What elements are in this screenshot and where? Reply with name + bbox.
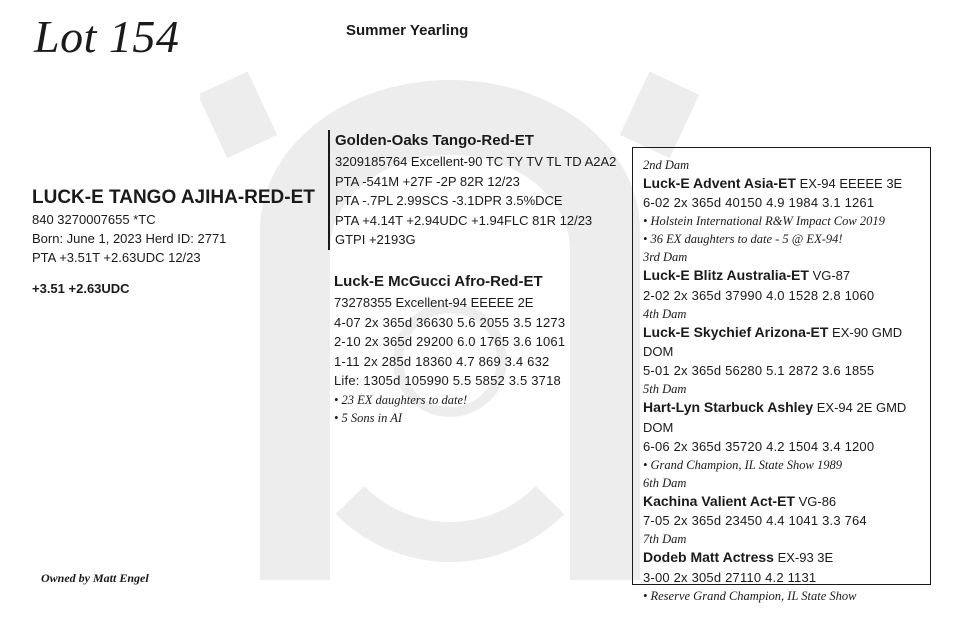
generation-label: 2nd Dam <box>643 158 690 172</box>
generation-label: 4th Dam <box>643 306 687 321</box>
dam-record: 4-07 2x 365d 36630 5.6 2055 3.5 1273 <box>334 314 566 330</box>
pedigree-dam-name: Luck-E Blitz Australia-ET <box>643 267 809 284</box>
pedigree-record: 3-00 2x 305d 27110 4.2 1131 <box>643 569 817 585</box>
sire-section <box>328 130 616 250</box>
pedigree-dam <box>643 548 930 567</box>
animal-registration: 840 3270007655 *TC <box>32 212 156 227</box>
dam-note: • 5 Sons in AI <box>334 410 403 425</box>
generation-label: 3rd Dam <box>643 250 688 265</box>
sire-name: Golden-Oaks Tango-Red-ET <box>335 132 534 149</box>
sale-type: Summer Yearling <box>346 22 469 39</box>
dam-name: Luck-E McGucci Afro-Red-ET <box>334 273 543 290</box>
dam-life-record: Life: 1305d 105990 5.5 5852 3.5 3718 <box>334 373 561 388</box>
pedigree-note: • 36 EX daughters to date - 5 @ EX-94! <box>643 232 843 247</box>
pedigree-dam-score: EX-94 2E GMD DOM <box>643 400 907 435</box>
pedigree-record: 6-06 2x 365d 35720 4.2 1504 3.4 1200 <box>643 438 875 454</box>
animal-pta: PTA +3.51T +2.63UDC 12/23 <box>32 250 201 265</box>
pedigree-record: 6-02 2x 365d 40150 4.9 1984 3.1 1261 <box>643 195 875 211</box>
owner-label: Owned by Matt Engel <box>41 571 149 585</box>
pedigree-dam-name: Dodeb Matt Actress <box>643 549 774 566</box>
pedigree-dam-score: EX-90 GMD DOM <box>643 324 903 360</box>
pedigree-record: 2-02 2x 365d 37990 4.0 1528 2.8 1060 <box>643 287 875 303</box>
pedigree-dam-score: EX-93 3E <box>773 550 834 566</box>
sire-line: PTA -.7PL 2.99SCS -3.1DPR 3.5%DCE <box>335 193 563 208</box>
generation-label: 6th Dam <box>643 476 687 491</box>
pedigree-dam <box>643 266 930 285</box>
pedigree-dam-name: Hart-Lyn Starbuck Ashley <box>643 399 814 416</box>
dam-record: 1-11 2x 285d 18360 4.7 869 3.4 632 <box>334 353 550 369</box>
animal-born-herd: Born: June 1, 2023 Herd ID: 2771 <box>32 231 227 246</box>
pedigree-dam <box>643 398 930 436</box>
pedigree-record: 7-05 2x 365d 23450 4.4 1041 3.3 764 <box>643 513 867 529</box>
pedigree-dam <box>643 174 930 193</box>
pedigree-record: 5-01 2x 365d 56280 5.1 2872 3.6 1855 <box>643 363 875 379</box>
pedigree-dam <box>643 323 930 361</box>
pedigree-dam-score: VG-87 <box>808 268 851 284</box>
sire-line: 3209185764 Excellent-90 TC TY TV TL TD A2A2 <box>335 154 617 169</box>
dam-record: 2-10 2x 365d 29200 6.0 1765 3.6 1061 <box>334 334 566 349</box>
pedigree-dam-name: Luck-E Advent Asia-ET <box>643 175 796 191</box>
dam-section <box>334 271 565 427</box>
sire-line: GTPI +2193G <box>335 232 416 247</box>
sire-line: PTA +4.14T +2.94UDC +1.94FLC 81R 12/23 <box>335 212 593 228</box>
animal-name: LUCK-E TANGO AJIHA-RED-ET <box>32 187 315 208</box>
animal-info <box>32 186 315 298</box>
pedigree-dam-score: VG-86 <box>794 494 837 510</box>
pedigree-dam-score: EX-94 EEEEE 3E <box>796 176 903 191</box>
pedigree-dam <box>643 492 930 511</box>
pedigree-note: • Grand Champion, IL State Show 1989 <box>643 458 842 473</box>
lot-number: Lot 154 <box>34 11 180 62</box>
maternal-pedigree-box <box>632 147 931 603</box>
pedigree-note: • Holstein International R&W Impact Cow 2019 <box>643 214 885 229</box>
dam-line: 73278355 Excellent-94 EEEEE 2E <box>334 295 534 310</box>
generation-label: 5th Dam <box>643 382 687 397</box>
generation-label: 7th Dam <box>643 532 687 547</box>
sire-line: PTA -541M +27F -2P 82R 12/23 <box>335 173 520 189</box>
pedigree-dam-name: Kachina Valient Act-ET <box>643 493 795 510</box>
animal-highlight: +3.51 +2.63UDC <box>32 281 130 296</box>
pedigree-dam-name: Luck-E Skychief Arizona-ET <box>643 323 829 340</box>
pedigree-note: • Reserve Grand Champion, IL State Show <box>643 588 857 603</box>
dam-note: • 23 EX daughters to date! <box>334 392 468 407</box>
